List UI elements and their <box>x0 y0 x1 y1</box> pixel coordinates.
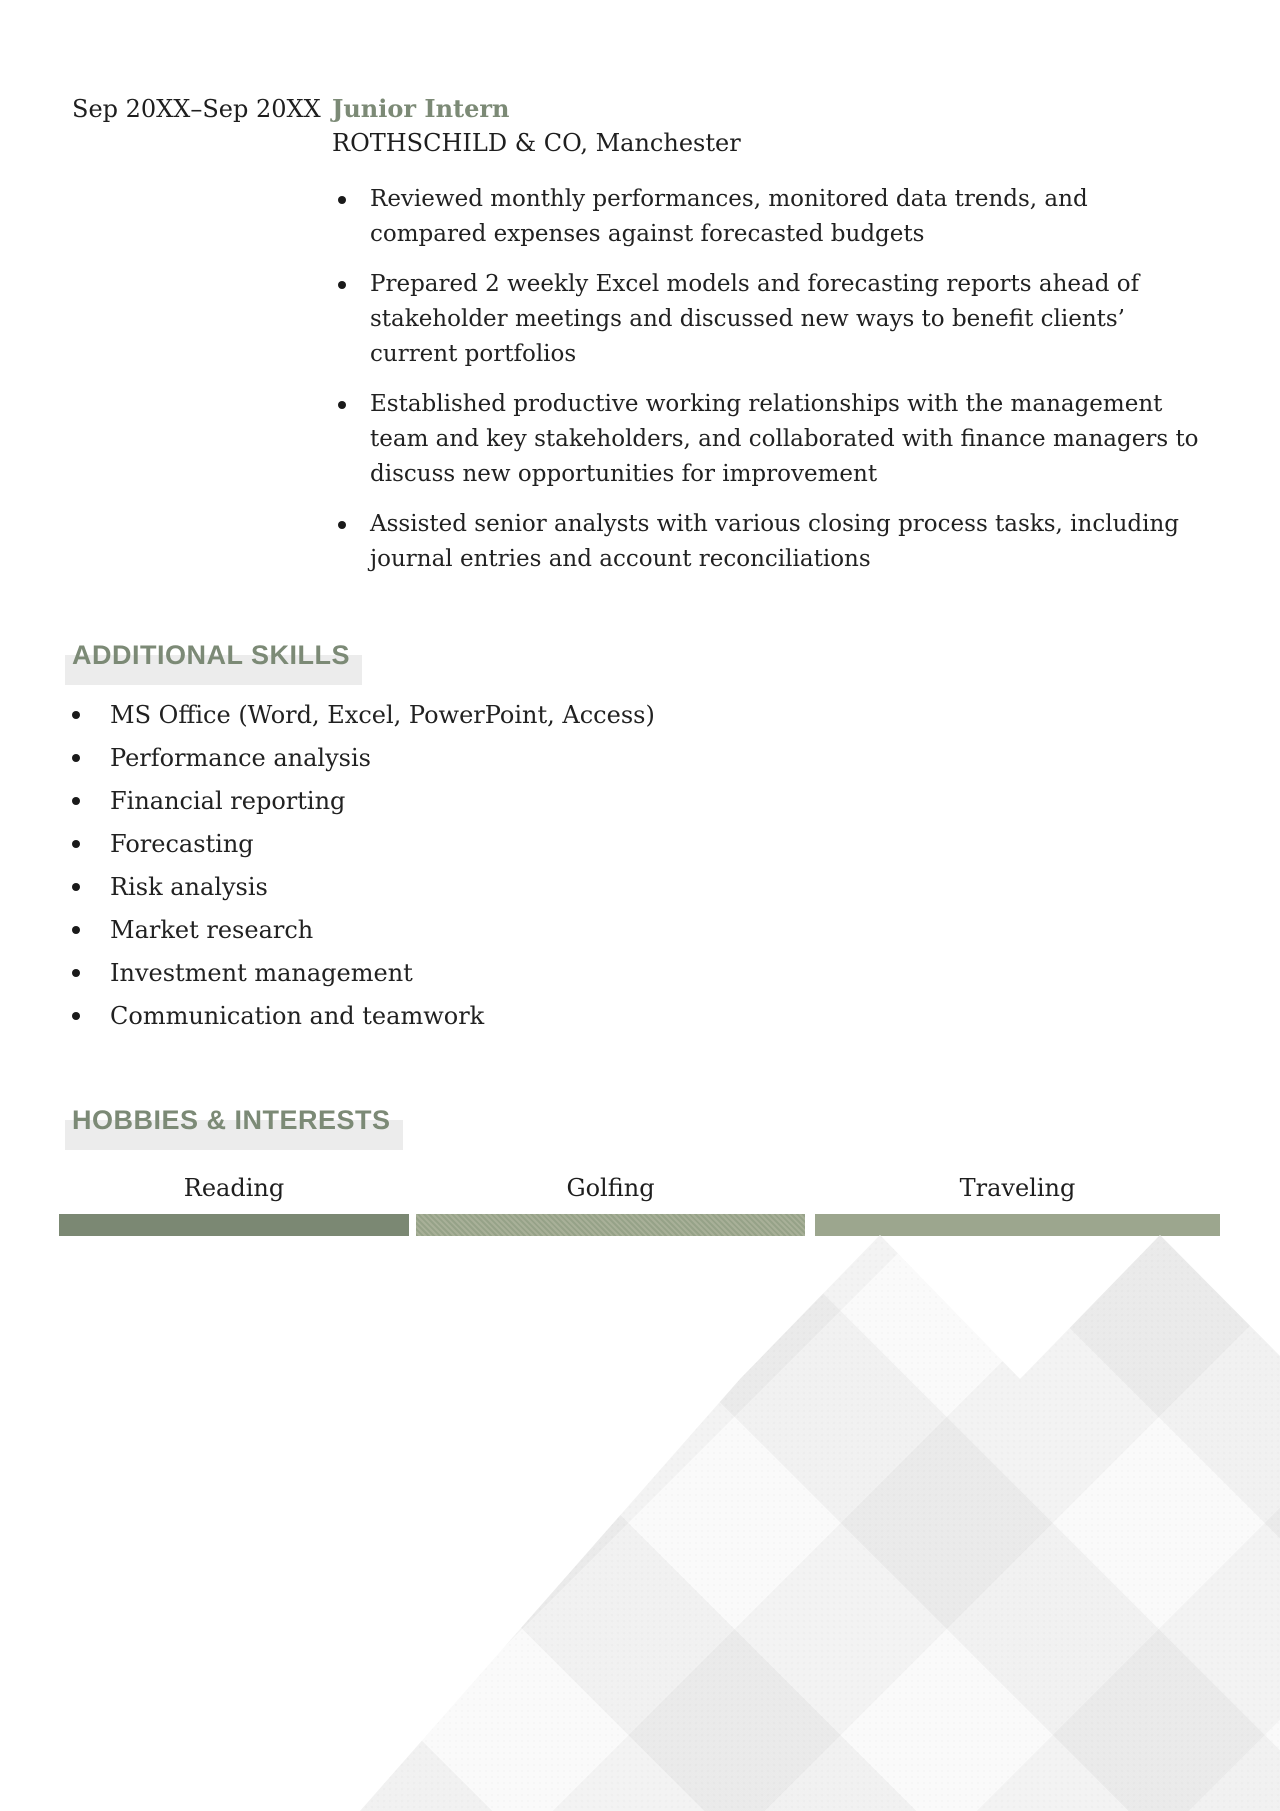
hobby-bar-solid-light <box>815 1214 1220 1236</box>
skill-item: Communication and teamwork <box>64 1001 1080 1031</box>
hobby-bar-solid-dark <box>59 1214 409 1236</box>
experience-bullet: Established productive working relationships with the management team and key stakeholders, and collaborated with finance managers to discuss new opportunities for improvement <box>332 387 1200 492</box>
experience-entry <box>72 92 1200 592</box>
hobby-golfing <box>416 1173 805 1236</box>
hobby-label: Traveling <box>959 1174 1076 1202</box>
hobby-reading <box>59 1173 409 1236</box>
hobbies-row <box>59 1173 1220 1236</box>
experience-bullet-list <box>332 182 1200 577</box>
hobby-label: Golfing <box>566 1174 655 1202</box>
experience-bullet: Reviewed monthly performances, monitored data trends, and compared expenses against forecasted budgets <box>332 182 1200 252</box>
hobbies-interests-heading: HOBBIES & INTERESTS <box>72 1105 391 1135</box>
skill-item: Market research <box>64 915 1080 945</box>
experience-date-range: Sep 20XX–Sep 20XX <box>72 95 321 123</box>
hobby-bar-hatched <box>416 1214 805 1236</box>
skills-list <box>64 700 1080 1044</box>
skill-item: Forecasting <box>64 829 1080 859</box>
additional-skills-heading: ADDITIONAL SKILLS <box>72 640 350 670</box>
company-name: ROTHSCHILD & CO, Manchester <box>332 129 741 157</box>
hobby-label: Reading <box>183 1174 285 1202</box>
hobby-traveling <box>815 1173 1220 1236</box>
diamond-pattern-decoration <box>280 1235 1280 1811</box>
skill-item: Risk analysis <box>64 872 1080 902</box>
experience-bullet: Prepared 2 weekly Excel models and forecasting reports ahead of stakeholder meetings and discussed new ways to benefit clients’ current portfolios <box>332 267 1200 372</box>
skill-item: Financial reporting <box>64 786 1080 816</box>
skill-item: Investment management <box>64 958 1080 988</box>
experience-bullet: Assisted senior analysts with various closing process tasks, including journal entries and account reconciliations <box>332 507 1200 577</box>
skill-item: MS Office (Word, Excel, PowerPoint, Access) <box>64 700 1080 730</box>
skill-item: Performance analysis <box>64 743 1080 773</box>
job-title: Junior Intern <box>332 94 510 123</box>
experience-details <box>332 92 1200 592</box>
